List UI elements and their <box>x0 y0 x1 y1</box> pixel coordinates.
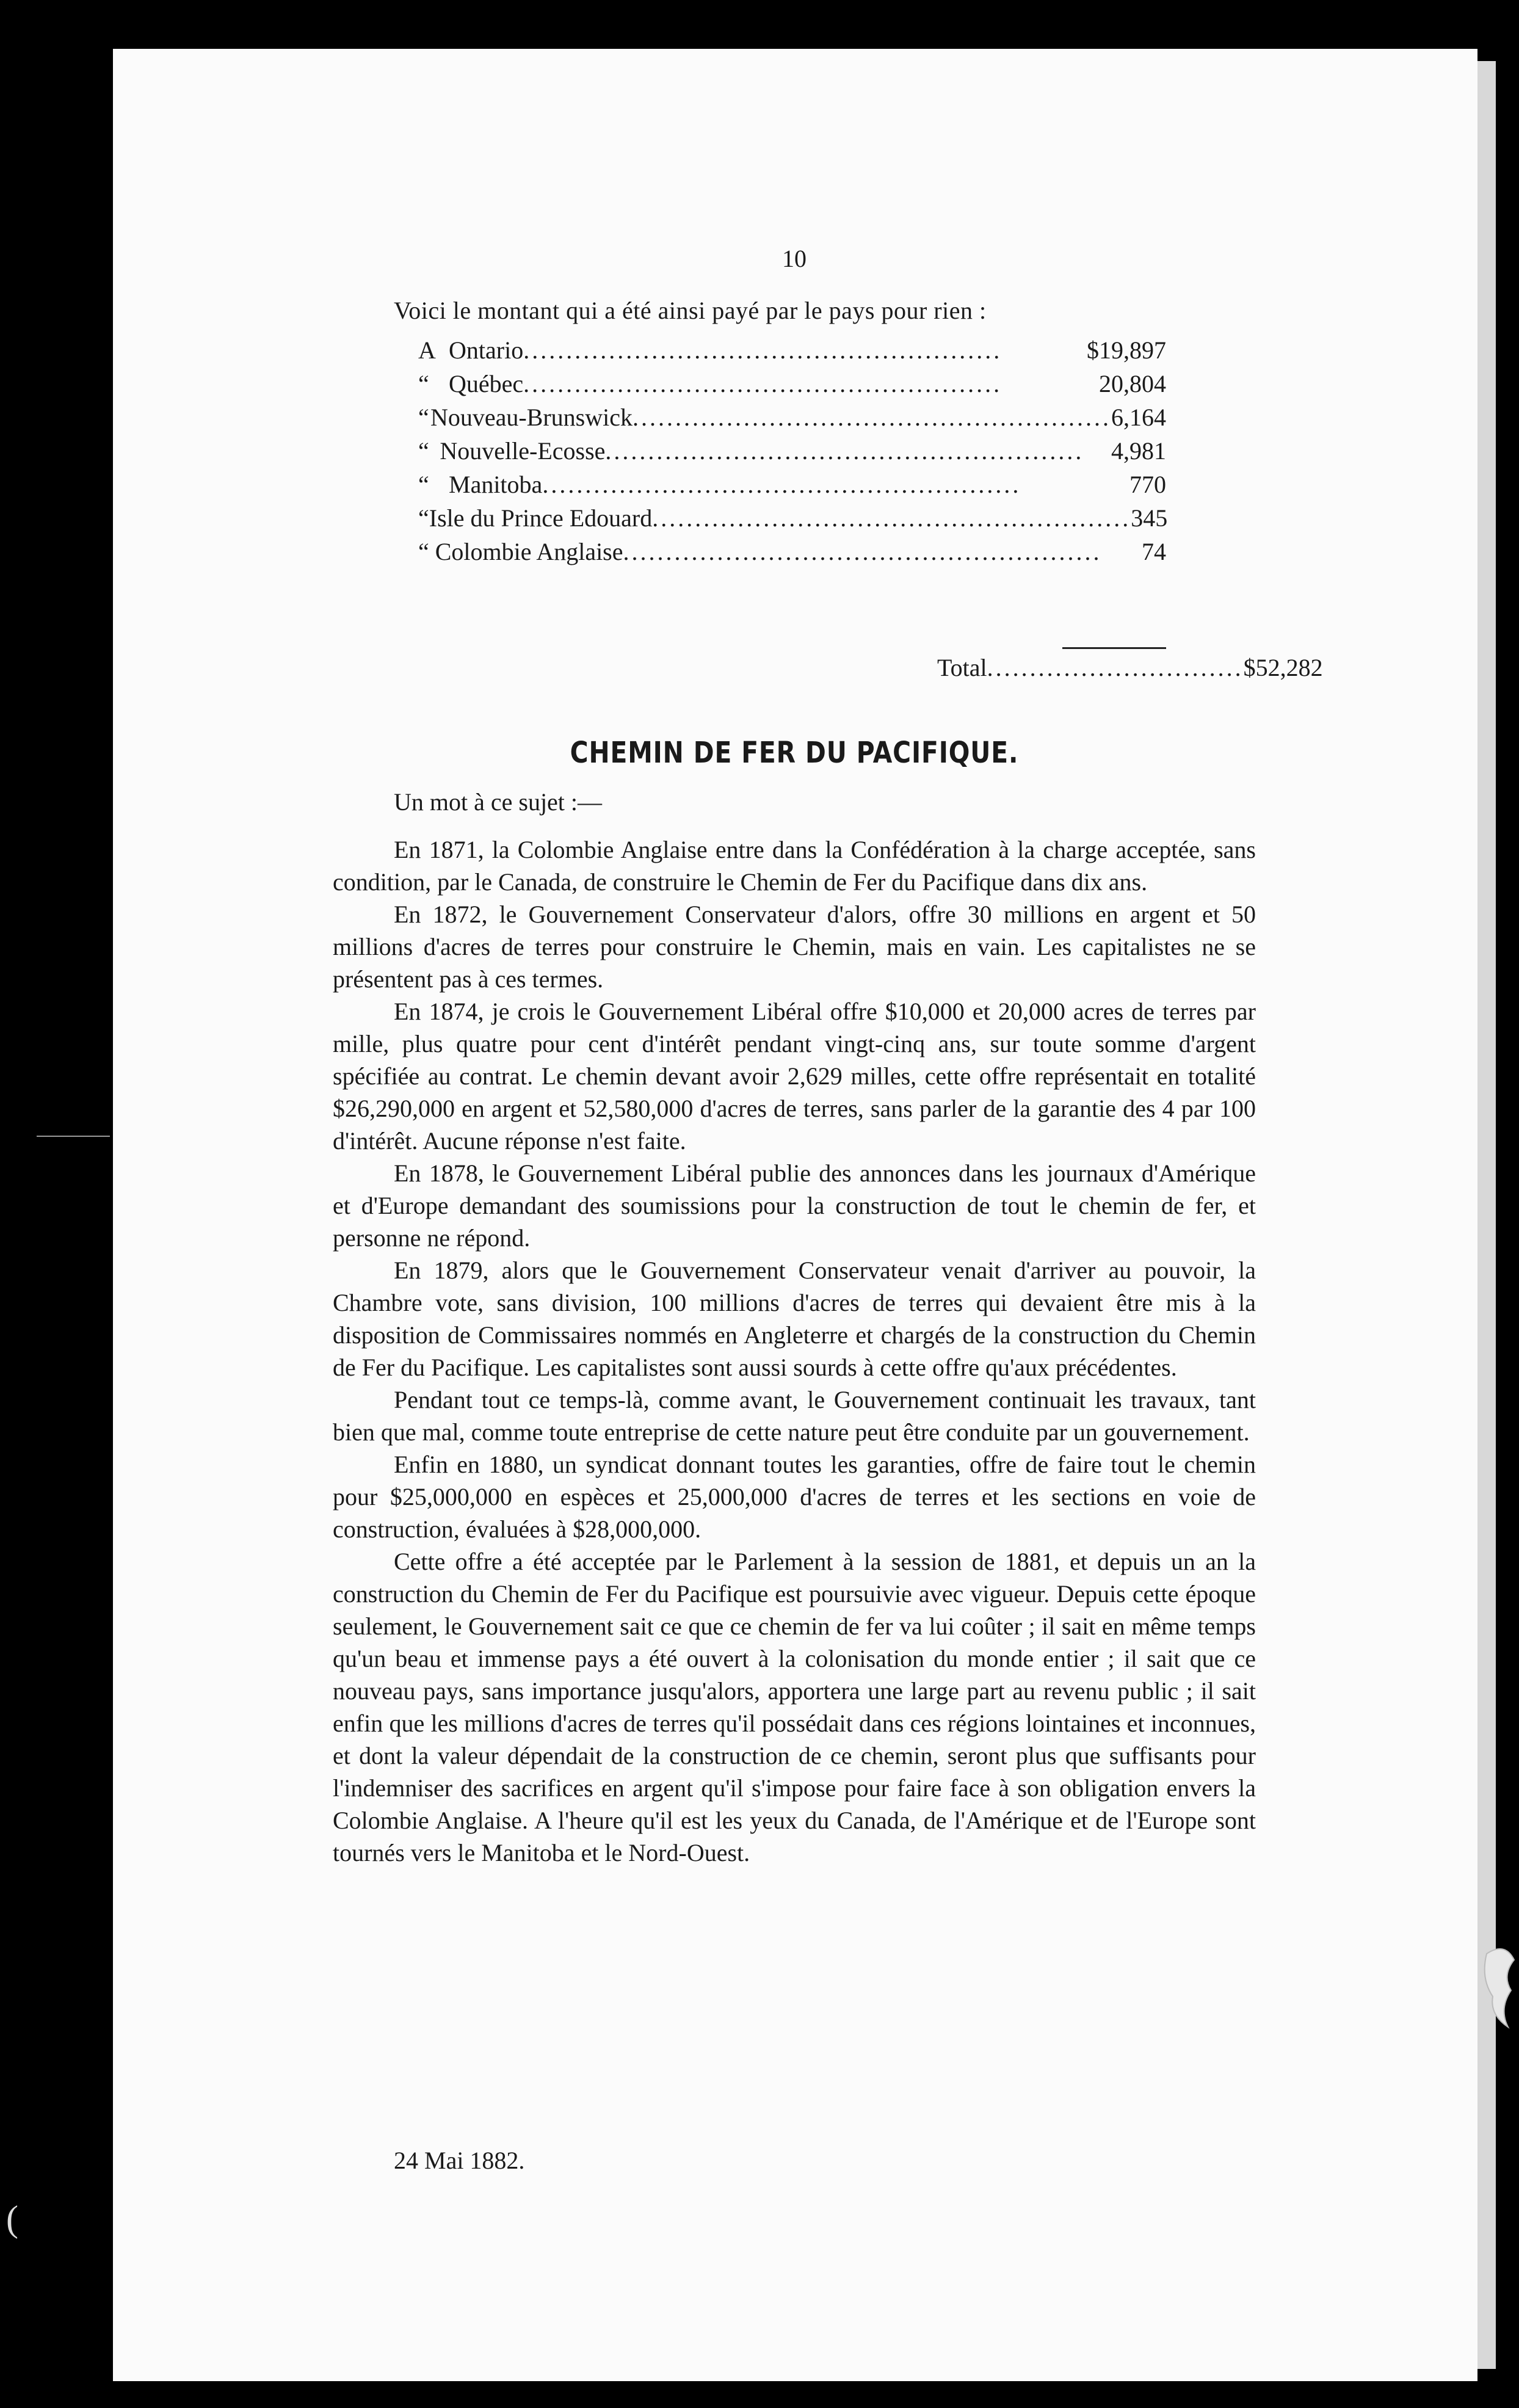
intro-line: Voici le montant qui a été ainsi payé par le pays pour rien : <box>394 297 987 324</box>
province-name: Manitoba <box>449 471 543 498</box>
province-name: Québec <box>449 370 524 397</box>
row-mark: “ <box>418 404 429 431</box>
province-name: Nouveau-Brunswick <box>430 404 633 431</box>
lead-line: Un mot à ce sujet :— <box>394 788 603 816</box>
province-name: Colombie Anglaise <box>435 538 623 565</box>
paragraph: En 1874, je crois le Gouvernement Libéral offre $10,000 et 20,000 acres de terres par mille, plus quatre pour cent d'intérêt pendant vingt-cinq ans, sur toute somme d'argent spécifiée au contrat. Le chemin devant avoir 2,629 milles, cette offre représentait en totalité $26,290,000 en argent et 52,580,000 d'acres de terres, sans parler de la garantie des 4 par 100 d'intérêt. Aucune réponse n'est faite. <box>333 998 1256 1155</box>
row-mark: “ <box>418 538 429 565</box>
row-mark: “ <box>418 370 429 397</box>
row-mark: “ <box>418 504 429 532</box>
date-line: 24 Mai 1882. <box>394 2147 525 2174</box>
amount: 74 <box>1142 538 1166 565</box>
paragraph: En 1879, alors que le Gouvernement Conservateur venait d'arriver au pouvoir, la Chambre vote, sans division, 100 millions d'acres de terres qui devaient être mis à la disposition de Commissaires nommés en Angleterre et chargés de la construction du Chemin de Fer du Pacifique. Les capitalistes sont aussi sourds à cette offre qu'aux précédentes. <box>333 1257 1256 1381</box>
paragraph: En 1871, la Colombie Anglaise entre dans la Confédération à la charge acceptée, sans condition, par le Canada, de construire le Chemin de Fer du Pacifique dans dix ans. <box>333 836 1256 896</box>
table-row <box>418 437 1166 470</box>
total-row <box>937 653 1323 682</box>
amount: 345 <box>1131 504 1168 532</box>
paragraph: Pendant tout ce temps-là, comme avant, le Gouvernement continuait les travaux, tant bien que mal, comme toute entreprise de cette nature peut être conduite par un gouvernement. <box>333 1386 1256 1446</box>
total-amount: $52,282 <box>1243 654 1323 681</box>
section-heading: CHEMIN DE FER DU PACIFIQUE. <box>570 736 1019 770</box>
row-mark: “ <box>418 471 429 498</box>
torn-edge-artifact <box>1481 1942 1517 2033</box>
paragraph: Enfin en 1880, un syndicat donnant toutes les garanties, offre de faire tout le chemin pour $25,000,000 en espèces et 25,000,000 d'acres de terres et les sections en voie de construction, évaluées à $28,000,000. <box>333 1451 1256 1543</box>
leader-dots: ........................................................ <box>623 538 1102 565</box>
row-mark: A <box>418 336 436 364</box>
province-name: Nouvelle-Ecosse <box>440 437 606 465</box>
leader-dots: ........................................................ <box>652 504 1131 532</box>
amount: 6,164 <box>1111 404 1166 431</box>
leader-dots: ........................................................ <box>605 437 1084 465</box>
table-row <box>418 336 1166 369</box>
table-row <box>418 369 1166 403</box>
table-row <box>418 470 1166 504</box>
total-label: Total <box>937 654 987 681</box>
leader-dots: ........................................................ <box>633 404 1111 431</box>
leader-dots: ........................................................ <box>523 336 1002 364</box>
leader-dots: ........................................................ <box>523 370 1002 397</box>
province-name: Ontario <box>449 336 524 364</box>
scan-artifact-dash <box>37 1136 110 1137</box>
table-row <box>418 403 1166 437</box>
paragraph: En 1878, le Gouvernement Libéral publie des annonces dans les journaux d'Amérique et d'Europe demandant des soumissions pour la construction de tout le chemin de fer, et personne ne répond. <box>333 1159 1256 1252</box>
amount: 20,804 <box>1099 370 1166 397</box>
amount: 770 <box>1129 471 1166 498</box>
paragraph: Cette offre a été acceptée par le Parlement à la session de 1881, et depuis un an la construction du Chemin de Fer du Pacifique est poursuivie avec vigueur. Depuis cette époque seulement, le Gouvernement sait ce que ce chemin de fer va lui coûter ; il sait en même temps qu'un beau et immense pays a été ouvert à la colonisation du monde entier ; il sait que ce nouveau pays, sans importance jusqu'alors, apportera une large part au revenu public ; il sait enfin que les millions d'acres de terres qu'il possédait dans ces régions lointaines et inconnues, et dont la valeur dépendait de la construction de ce chemin, seront plus que suffisants pour l'indemniser des sacrifices en argent qu'il s'impose pour faire face à son obligation envers la Colombie Anglaise. A l'heure qu'il est les yeux du Canada, de l'Amérique et de l'Europe sont tournés vers le Manitoba et le Nord-Ouest. <box>333 1548 1256 1866</box>
row-mark: “ <box>418 437 429 465</box>
payment-table <box>418 336 1166 571</box>
table-row <box>418 504 1166 537</box>
paragraph: En 1872, le Gouvernement Conservateur d'alors, offre 30 millions en argent et 50 millions d'acres de terres pour construire le Chemin, mais en vain. Les capitalistes ne se présentent pas à ces termes. <box>333 901 1256 993</box>
amount: $19,897 <box>1087 336 1166 364</box>
total-rule <box>1062 647 1166 649</box>
leader-dots: ........................................................ <box>542 471 1021 498</box>
page-number: 10 <box>782 245 807 272</box>
table-row <box>418 537 1166 571</box>
leader-dots: .............................. <box>987 654 1244 681</box>
province-name: Isle du Prince Edouard <box>429 504 653 532</box>
body-text <box>333 833 1256 1869</box>
amount: 4,981 <box>1111 437 1166 465</box>
document-page <box>113 49 1477 2381</box>
scan-artifact-mark: ( <box>6 2199 18 2239</box>
